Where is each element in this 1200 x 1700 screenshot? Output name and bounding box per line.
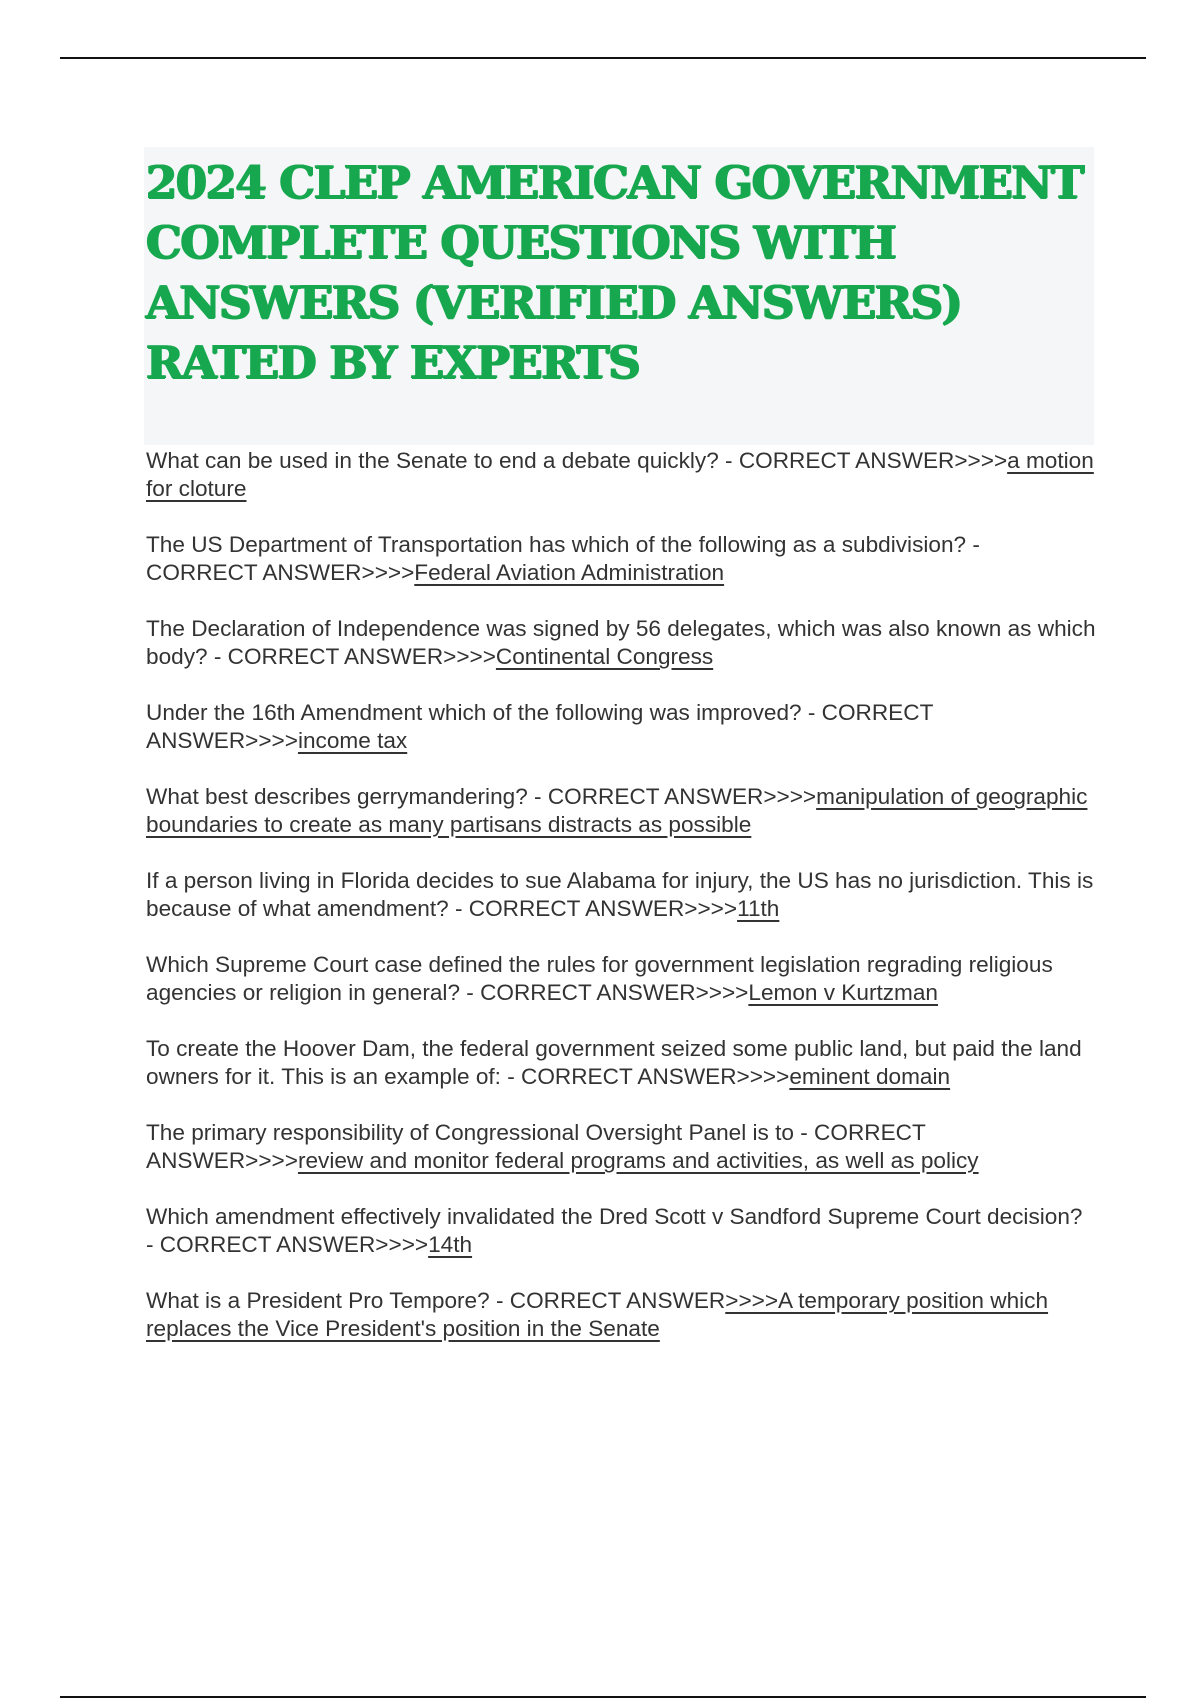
qa-item <box>146 615 1096 671</box>
title-banner <box>144 147 1094 445</box>
qa-item <box>146 783 1096 839</box>
question-text: Which Supreme Court case defined the rules for government legislation regrading religious agencies or religion in general? - CORRECT ANSWER>>>> <box>146 952 1053 1005</box>
question-text: Under the 16th Amendment which of the following was improved? - CORRECT ANSWER>>>> <box>146 700 933 753</box>
answer-text: a motion for cloture <box>146 448 1094 501</box>
header-rule <box>60 57 1146 59</box>
answer-text: Federal Aviation Administration <box>414 560 725 585</box>
question-text: To create the Hoover Dam, the federal government seized some public land, but paid the land owners for it. This is an example of: - CORRECT ANSWER>>>> <box>146 1036 1082 1089</box>
answer-text: review and monitor federal programs and activities, as well as policy <box>297 1148 979 1173</box>
answer-text: Lemon v Kurtzman <box>748 980 938 1005</box>
qa-list <box>146 447 1096 1371</box>
question-text: If a person living in Florida decides to sue Alabama for injury, the US has no jurisdiction. This is because of what amendment? - CORRECT ANSWER>>>> <box>146 868 1094 921</box>
answer-text: income tax <box>297 728 408 753</box>
question-text: Which amendment effectively invalidated the Dred Scott v Sandford Supreme Court decision? - CORRECT ANSWER>>>> <box>146 1204 1083 1257</box>
qa-item <box>146 951 1096 1007</box>
answer-text: >>>>A temporary position which replaces the Vice President's position in the Senate <box>146 1288 1049 1341</box>
question-text: What best describes gerrymandering? - CORRECT ANSWER>>>> <box>146 784 817 809</box>
qa-item <box>146 531 1096 587</box>
qa-item <box>146 1035 1096 1091</box>
answer-text: 14th <box>428 1232 473 1257</box>
question-text: The Declaration of Independence was signed by 56 delegates, which was also known as which body? - CORRECT ANSWER>>>> <box>146 616 1096 669</box>
question-text: The primary responsibility of Congressional Oversight Panel is to - CORRECT ANSWER>>>> <box>146 1120 926 1173</box>
qa-item <box>146 447 1096 503</box>
qa-item <box>146 1287 1096 1343</box>
footer-rule <box>60 1696 1146 1698</box>
answer-text: eminent domain <box>789 1064 951 1089</box>
qa-item <box>146 867 1096 923</box>
answer-text: Continental Congress <box>495 644 714 669</box>
qa-item <box>146 1119 1096 1175</box>
answer-text: 11th <box>737 896 780 921</box>
question-text: What is a President Pro Tempore? - CORRECT ANSWER <box>146 1288 726 1313</box>
document-title: 2024 CLEP AMERICAN GOVERNMENT COMPLETE QUESTIONS WITH ANSWERS (VERIFIED ANSWERS) RATED BY EXPERTS <box>146 156 1083 389</box>
qa-item <box>146 1203 1096 1259</box>
qa-item <box>146 699 1096 755</box>
answer-text: manipulation of geographic boundaries to create as many partisans distracts as possible <box>146 784 1088 837</box>
question-text: The US Department of Transportation has which of the following as a subdivision? - CORRECT ANSWER>>>> <box>146 532 980 585</box>
question-text: What can be used in the Senate to end a debate quickly? - CORRECT ANSWER>>>> <box>146 448 1008 473</box>
